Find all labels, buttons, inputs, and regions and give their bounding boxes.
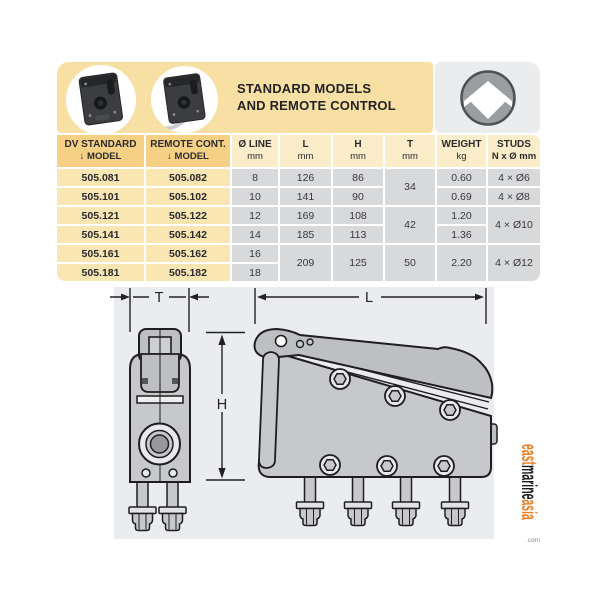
cell-dv-model: 505.121 (57, 207, 144, 224)
logo-marine: marine (517, 465, 540, 500)
col-header-studs: STUDS N x Ø mm (488, 135, 540, 167)
cell-remote-model: 505.082 (146, 169, 230, 186)
cell-l: 169 (280, 207, 331, 224)
side-cam-arm (259, 352, 279, 468)
col-header-weight: WEIGHT kg (437, 135, 486, 167)
cell-l: 141 (280, 188, 331, 205)
side-lever-pin-2 (307, 339, 313, 345)
side-bolt-bottom-2 (377, 456, 397, 476)
cell-h: 113 (333, 226, 383, 243)
side-bolt-top-2 (385, 386, 405, 406)
cell-weight: 1.36 (437, 226, 486, 243)
front-hole-left (142, 469, 150, 477)
cell-studs-merged: 4 × Ø12 (488, 245, 540, 281)
cell-line: 10 (232, 188, 278, 205)
cell-l-merged: 209 (280, 245, 331, 281)
cell-remote-model: 505.102 (146, 188, 230, 205)
side-bolt-top-3 (440, 400, 460, 420)
dimension-label-l: L (364, 290, 374, 306)
title-line-2: AND REMOTE CONTROL (237, 98, 396, 113)
standard-clutch-image (66, 65, 136, 135)
col-header-remote-cont: REMOTE CONT. ↓ MODEL (146, 135, 230, 167)
col-header-l: L mm (280, 135, 331, 167)
table-row (57, 169, 540, 186)
cell-l: 185 (280, 226, 331, 243)
cell-line: 16 (232, 245, 278, 262)
technical-drawing (110, 285, 505, 545)
col-header-h: H mm (333, 135, 383, 167)
col-header-line-diameter: Ø LINE mm (232, 135, 278, 167)
dimension-label-t: T (154, 290, 164, 306)
table-row (57, 226, 540, 243)
cell-weight-merged: 2.20 (437, 245, 486, 281)
cell-studs: 4 × Ø6 (488, 169, 540, 186)
cell-remote-model: 505.142 (146, 226, 230, 243)
cell-dv-model: 505.101 (57, 188, 144, 205)
cell-weight: 0.69 (437, 188, 486, 205)
table-row (57, 188, 540, 205)
cell-h: 90 (333, 188, 383, 205)
circle-v-brand-icon (458, 68, 518, 128)
cell-remote-model: 505.182 (146, 264, 230, 281)
logo-east: east (517, 444, 540, 466)
front-notch-right (172, 378, 178, 384)
cell-t-merged: 42 (385, 207, 435, 243)
front-hole-right (169, 469, 177, 477)
remote-clutch-image (151, 66, 218, 133)
cell-t-merged: 50 (385, 245, 435, 281)
cell-l: 126 (280, 169, 331, 186)
cell-dv-model: 505.081 (57, 169, 144, 186)
cell-dv-model: 505.161 (57, 245, 144, 262)
side-bolt-top-1 (330, 369, 350, 389)
spec-table (55, 133, 542, 283)
table-row (57, 245, 540, 262)
cell-dv-model: 505.141 (57, 226, 144, 243)
table-row (57, 207, 540, 224)
cell-remote-model: 505.122 (146, 207, 230, 224)
logo-asia: asia (517, 499, 540, 520)
front-sheave-bore (151, 435, 169, 453)
cell-studs-merged: 4 × Ø10 (488, 207, 540, 243)
col-header-t: T mm (385, 135, 435, 167)
col-header-dv-standard: DV STANDARD ↓ MODEL (57, 135, 144, 167)
cell-line: 14 (232, 226, 278, 243)
cell-t-merged: 34 (385, 169, 435, 205)
page-title (237, 80, 396, 114)
side-bolt-bottom-1 (320, 455, 340, 475)
cell-weight: 0.60 (437, 169, 486, 186)
side-lever-hole (276, 336, 287, 347)
logo-tld: .com (525, 537, 540, 544)
product-photo-standard (66, 65, 136, 135)
cell-dv-model: 505.181 (57, 264, 144, 281)
title-line-1: STANDARD MODELS (237, 81, 372, 96)
cell-h: 108 (333, 207, 383, 224)
side-lever-pin-1 (297, 341, 304, 348)
cell-h: 86 (333, 169, 383, 186)
cell-weight: 1.20 (437, 207, 486, 224)
cell-studs: 4 × Ø8 (488, 188, 540, 205)
brand-icon-block (435, 62, 540, 133)
front-notch-left (142, 378, 148, 384)
cell-line: 18 (232, 264, 278, 281)
cell-line: 12 (232, 207, 278, 224)
side-bolt-bottom-3 (434, 456, 454, 476)
product-photo-remote (151, 66, 218, 133)
cell-line: 8 (232, 169, 278, 186)
dimension-label-h: H (216, 397, 228, 413)
cell-h-merged: 125 (333, 245, 383, 281)
cell-remote-model: 505.162 (146, 245, 230, 262)
